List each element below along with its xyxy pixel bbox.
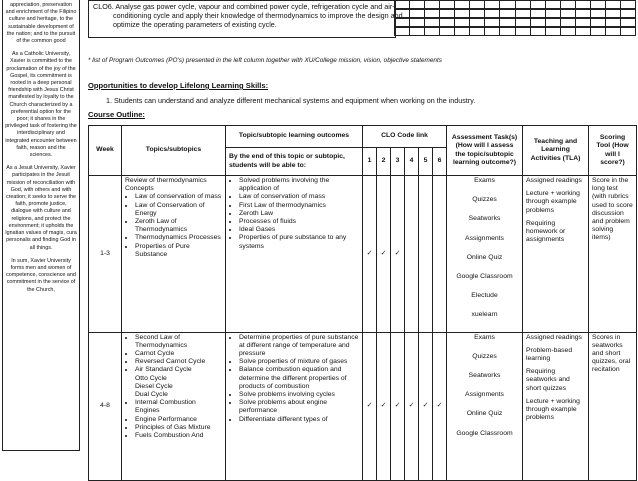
- assessment-item: Online Quiz: [466, 253, 503, 261]
- course-outline-heading: Course Outline:: [88, 110, 145, 119]
- list-item: • Internal Combustion Engines: [135, 399, 222, 415]
- clo6-line3: optimize the operating parameters of existing cycle.: [113, 20, 277, 29]
- topics-intro: Review of thermodynamics Concepts: [125, 177, 207, 193]
- list-item: • Determine properties of pure substance at different range of temperature and pressure: [239, 334, 359, 359]
- clo-check-cell: [419, 176, 433, 333]
- tla-item: Assigned readings: [526, 333, 582, 341]
- lifelong-item: 1. Students can understand and analyze different mechanical systems and equipment when working on the industry.: [106, 96, 476, 105]
- header-clo: CLO Code link: [363, 126, 447, 148]
- assessment-item: Quizzes: [472, 352, 497, 360]
- header-outcomes: Topic/subtopic learning outcomes: [226, 126, 363, 148]
- scoring-cell: Score in the long test (with rubrics used to score discussion and problem solving items): [589, 176, 637, 333]
- assessment-item: Exams: [474, 177, 495, 184]
- header-tla: Teaching and Learning Activities (TLA): [523, 126, 589, 176]
- list-item: • Solve problems about engine performance: [239, 399, 359, 415]
- topics-list: [125, 334, 222, 375]
- tla-item: Requiring homework or assignments: [526, 219, 566, 244]
- list-item: • Engine Performance: [135, 416, 222, 424]
- clo-check-cell: ✓: [377, 332, 391, 480]
- tla-item: Lecture + working through example problems: [526, 190, 580, 214]
- clo-check-cell: ✓: [391, 332, 405, 480]
- clo-check-cell: ✓: [433, 332, 447, 480]
- outcomes-cell: [226, 332, 363, 480]
- clo6-box: [88, 0, 403, 38]
- header-scoring: Scoring Tool (How will I score?): [589, 126, 637, 176]
- assessment-item: Google Classroom: [456, 273, 513, 281]
- list-item: Dual Cycle: [135, 391, 168, 399]
- list-item: • Second Law of Thermodynamics: [135, 334, 222, 350]
- left-column-paragraph: As a Jesuit University, Xavier participates in the Jesuit mission of reconciliation with God, with others and with creation; it seeks to serve the faith, promote justice, dialogue with culture and religions, and protect the environment; it upholds the Ignatian values of magis, cura personalis and finding God in all things.: [5, 165, 77, 251]
- course-outline-table: [88, 125, 637, 481]
- tla-item: Assigned readings: [526, 177, 582, 184]
- list-item: • Law of conservation of mass: [135, 193, 222, 201]
- po-footnote: * list of Program Outcomes (PO's) presented in the left column together with XU/College mission, vision, objective statements: [88, 57, 442, 64]
- header-outcomes-sub: By the end of this topic or subtopic, students will be able to:: [226, 148, 363, 176]
- clo-check-cell: ✓: [419, 332, 433, 480]
- topics-list: [125, 193, 222, 259]
- list-item: • Fuels Combustion And: [135, 432, 222, 440]
- assessment-item: Quizzes: [472, 196, 497, 204]
- left-column-paragraph: appreciation, preservation and enrichment of the Filipino culture and heritage, to the sustainable development of the nation; and to the pursuit of the common good: [5, 2, 77, 45]
- tla-cell: [523, 332, 589, 480]
- tla-item: Lecture + working through example problems: [526, 397, 580, 422]
- header-week: Week: [89, 126, 122, 176]
- left-column-paragraph: As a Catholic University, Xavier is committed to the proclamation of the joy of the Gospel, its commitment is rooted in a deep personal friendship with Jesus Christ manifested by loyalty to the Church characterized by a preferential option for the poor; it shares in the privileged task of fostering the interdisciplinary and integrated encounter between faith, reason and the sciences.: [5, 51, 77, 159]
- list-item: • First Law of thermodynamics: [239, 202, 359, 210]
- list-item: • Solved problems involving the application of: [239, 177, 359, 193]
- list-item: Diesel Cycle: [135, 382, 173, 390]
- topics-list: [125, 399, 222, 440]
- assessment-cell: [447, 176, 523, 333]
- list-item: • Reversed Carnot Cycle: [135, 358, 222, 366]
- clo6-line1: CLO6. Analyse gas power cycle, vapour and combined power cycle, refrigeration cycle and air-: [93, 2, 395, 11]
- header-assessment: Assessment Task(s) (How will I assess the topic/subtopic learning outcome?): [447, 126, 523, 176]
- list-item: • Principles of Gas Mixture: [135, 424, 222, 432]
- assessment-item: Assignments: [465, 391, 504, 399]
- list-item: • Processes of fluids: [239, 218, 359, 226]
- outcomes-cell: [226, 176, 363, 333]
- list-item: • Balance combustion equation and determine the different properties of products of combustion: [239, 366, 359, 391]
- clo-num: 1: [363, 148, 377, 176]
- clo6-grid-row2: [394, 9, 636, 18]
- assessment-item: Exams: [474, 333, 495, 341]
- clo-num: 5: [419, 148, 433, 176]
- list-item: • Properties of pure substance to any systems: [239, 234, 359, 250]
- scoring-cell: Scores in seatworks and short quizzes, oral recitation: [589, 332, 637, 480]
- assessment-item: Seatworks: [468, 372, 501, 380]
- list-item: • Air Standard Cycle: [135, 366, 222, 374]
- clo6-grid-row3: [394, 18, 636, 27]
- clo-check-cell: [405, 176, 419, 333]
- list-item: • Differentiate different types of: [239, 416, 359, 424]
- clo6-line2: conditioning cycle and apply their knowledge of thermodynamics to improve the design and: [113, 11, 403, 20]
- clo-num: 6: [433, 148, 447, 176]
- week-cell: 1-3: [89, 176, 122, 333]
- list-item: • Properties of Pure Substance: [135, 243, 222, 259]
- clo-check-cell: ✓: [377, 176, 391, 333]
- week-cell: 4-8: [89, 332, 122, 480]
- header-topics: Topics/subtopics: [122, 126, 226, 176]
- cycle-sublist: [125, 375, 222, 400]
- left-column-mission-text: [2, 0, 80, 451]
- list-item: • Solve properties of mixture of gases: [239, 358, 359, 366]
- assessment-item: Assignments: [465, 234, 504, 242]
- lifelong-heading: Opportunities to develop Lifelong Learning Skills:: [88, 81, 269, 90]
- table-row: [89, 332, 637, 480]
- list-item: • Law of Conservation of Energy: [135, 202, 222, 218]
- clo-num: 2: [377, 148, 391, 176]
- clo6-grid-row1: [394, 0, 636, 9]
- left-column-paragraph: In sum, Xavier University forms men and women of competence, conscience and commitment in the service of the Church,: [6, 257, 76, 293]
- table-row: [89, 176, 637, 333]
- clo-check-cell: ✓: [363, 332, 377, 480]
- assessment-item: Google Classroom: [456, 429, 513, 437]
- outcomes-list: [229, 334, 359, 424]
- list-item: • Zeroth Law: [239, 210, 359, 218]
- list-item: • Solve problems involving cycles: [239, 391, 359, 399]
- main-content: [88, 0, 636, 451]
- clo-num: 4: [405, 148, 419, 176]
- topics-cell: [122, 332, 226, 480]
- list-item: • Ideal Gases: [239, 226, 359, 234]
- assessment-item: Online Quiz: [466, 410, 503, 418]
- list-item: • Zeroth Law of Thermodynamics: [135, 218, 222, 234]
- clo-num: 3: [391, 148, 405, 176]
- list-item: Otto Cycle: [135, 374, 167, 382]
- clo-check-cell: [433, 176, 447, 333]
- list-item: • Thermodynamics Processes: [135, 234, 222, 242]
- tla-item: Problem-based learning: [526, 346, 573, 363]
- assessment-cell: [447, 332, 523, 480]
- clo-check-cell: ✓: [391, 176, 405, 333]
- outcomes-list: [229, 177, 359, 251]
- clo-check-cell: ✓: [405, 332, 419, 480]
- assessment-item: xuelearn: [471, 311, 498, 319]
- list-item: • Carnot Cycle: [135, 350, 222, 358]
- assessment-item: Seatworks: [468, 215, 501, 223]
- list-item: • Law of conservation of mass: [239, 193, 359, 201]
- topics-cell: [122, 176, 226, 333]
- tla-cell: [523, 176, 589, 333]
- assessment-item: Electude: [471, 292, 498, 300]
- tla-item: Requiring seatworks and short quizzes: [526, 368, 570, 392]
- clo-check-cell: ✓: [363, 176, 377, 333]
- clo6-grid-row4: [394, 27, 636, 36]
